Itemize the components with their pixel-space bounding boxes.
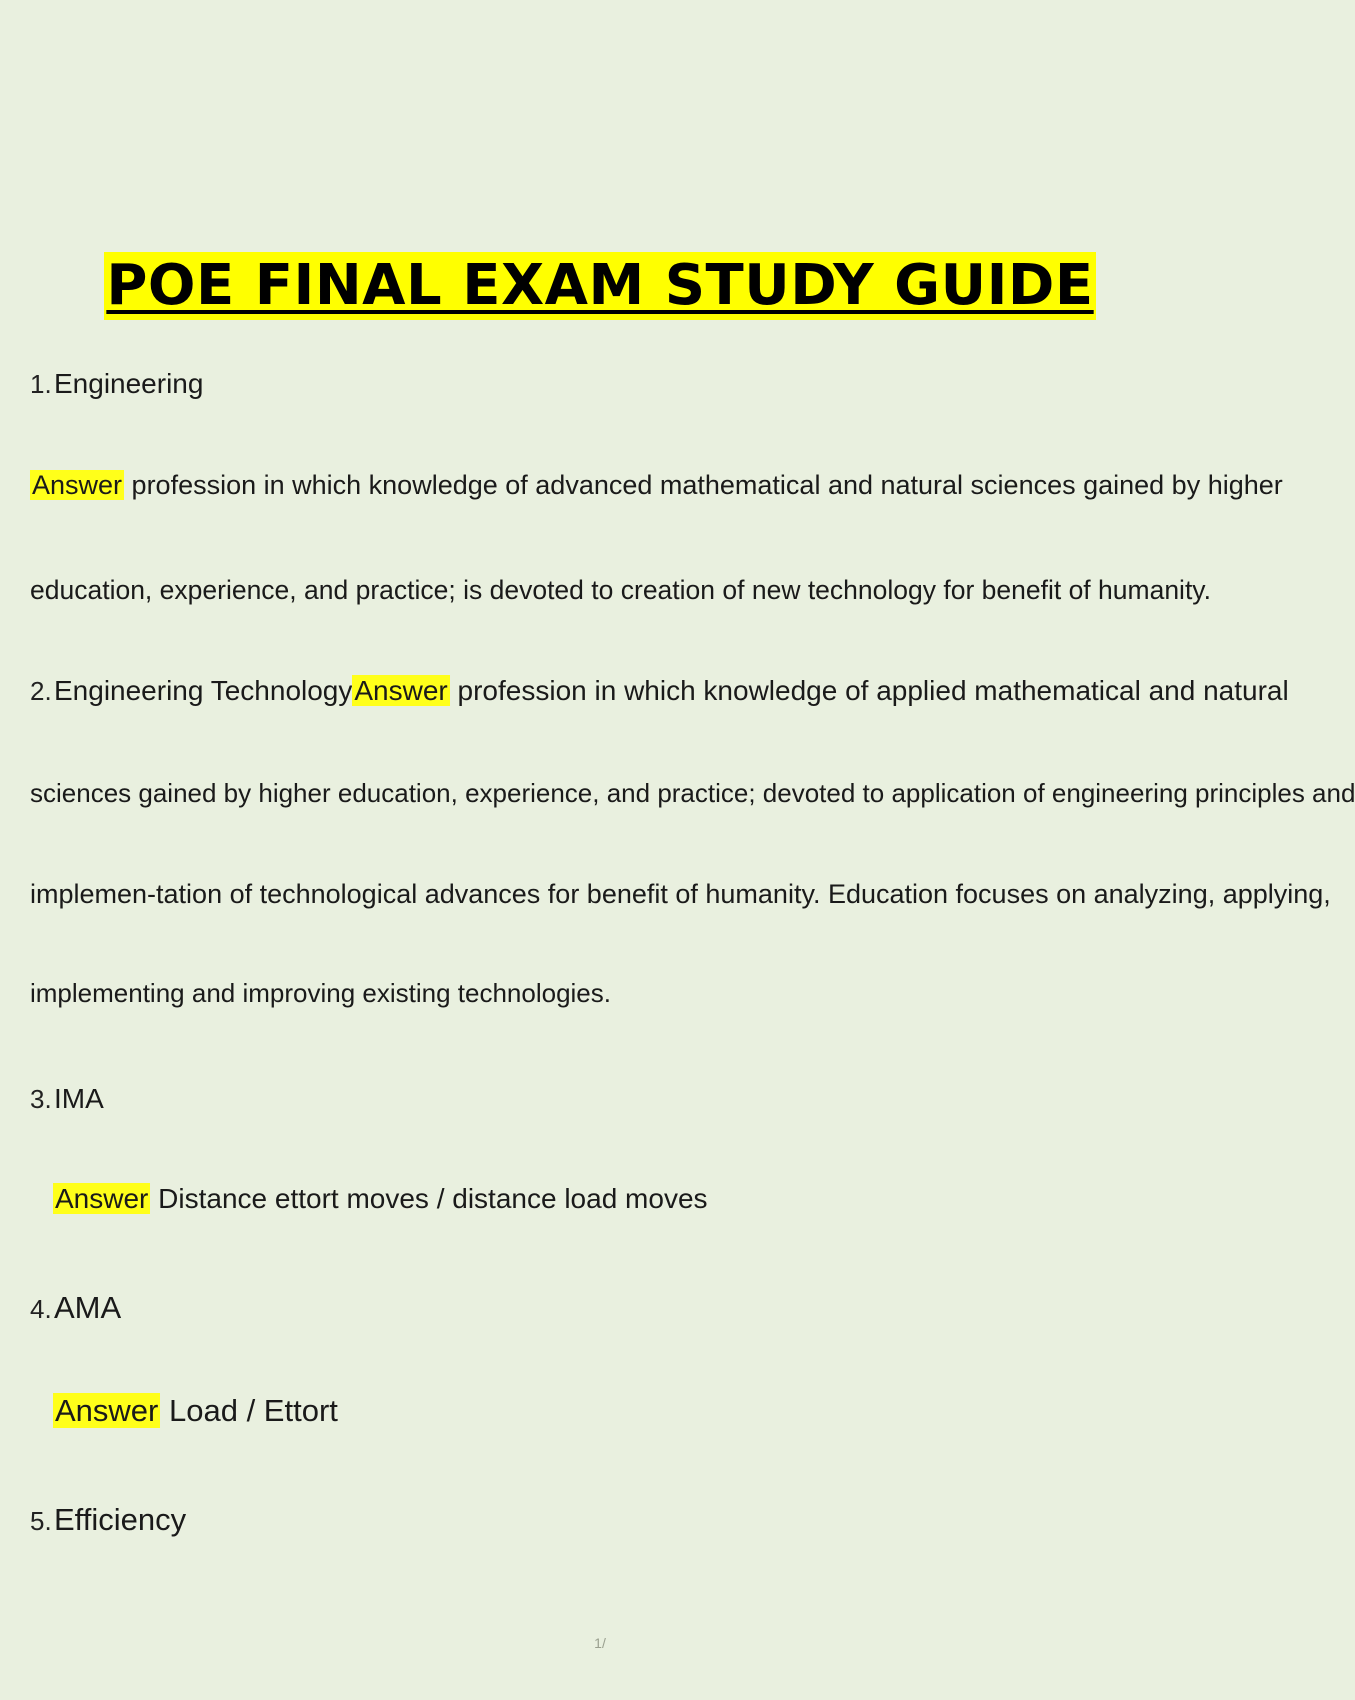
answer-text: implemen-tation of technological advances for benefit of humanity. Education focuses on analyzing, applying, bbox=[30, 879, 1331, 909]
item-4-answer bbox=[53, 1393, 338, 1429]
answer-label: Answer bbox=[354, 675, 448, 706]
answer-label: Answer bbox=[55, 1393, 159, 1428]
document-title: POE FINAL EXAM STUDY GUIDE bbox=[106, 253, 1094, 318]
answer-text: education, experience, and practice; is devoted to creation of new technology for benefit of humanity. bbox=[30, 575, 1211, 605]
item-term: Engineering bbox=[54, 368, 204, 399]
answer-text: profession in which knowledge of advanced mathematical and natural sciences gained by higher bbox=[131, 470, 1283, 500]
item-2-answer-line-3 bbox=[30, 879, 1331, 915]
item-number: 5. bbox=[30, 1506, 52, 1536]
item-1-answer-line-2 bbox=[30, 575, 1211, 606]
answer-label: Answer bbox=[32, 470, 123, 500]
answer-text: Distance ettort moves / distance load moves bbox=[158, 1183, 708, 1214]
item-term: AMA bbox=[54, 1290, 122, 1325]
answer-text: profession in which knowledge of applied mathematical and natural bbox=[457, 675, 1289, 706]
item-2-answer-line-4 bbox=[30, 978, 611, 1009]
item-3-answer bbox=[53, 1183, 708, 1215]
answer-text: implementing and improving existing technologies. bbox=[30, 978, 611, 1008]
answer-text: sciences gained by higher education, experience, and practice; devoted to application of engineering principles and bbox=[30, 778, 1355, 808]
item-number: 2. bbox=[30, 676, 52, 706]
item-term: IMA bbox=[54, 1083, 104, 1114]
item-2-answer-line-2 bbox=[30, 778, 1355, 814]
item-3-heading bbox=[30, 1083, 104, 1115]
answer-text: Load / Ettort bbox=[169, 1393, 338, 1428]
item-term: Engineering Technology bbox=[54, 675, 353, 706]
item-term: Efficiency bbox=[54, 1502, 187, 1537]
item-1-heading bbox=[30, 368, 203, 400]
item-number: 4. bbox=[30, 1294, 52, 1324]
item-1-answer-line-1 bbox=[30, 470, 1283, 506]
item-2-heading-line bbox=[30, 675, 1289, 711]
answer-label: Answer bbox=[55, 1183, 149, 1214]
title-container bbox=[0, 252, 1200, 320]
item-number: 1. bbox=[30, 369, 52, 399]
page-number: 1/ bbox=[594, 1635, 606, 1651]
item-4-heading bbox=[30, 1290, 121, 1326]
item-number: 3. bbox=[30, 1084, 52, 1114]
item-5-heading bbox=[30, 1502, 186, 1538]
